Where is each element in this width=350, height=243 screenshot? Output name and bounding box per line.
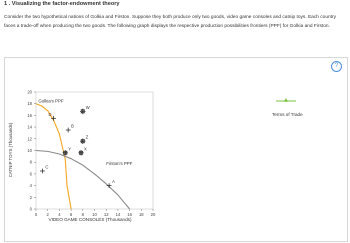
x-tick-label: 18 — [138, 212, 144, 217]
y-tick-label: 0 — [29, 206, 32, 212]
point-label: D — [48, 111, 52, 117]
point-label: C — [45, 164, 49, 170]
point-c[interactable] — [40, 164, 48, 173]
y-tick-label: 14 — [27, 124, 32, 130]
x-tick-label: 4 — [58, 212, 61, 217]
point-x[interactable] — [78, 146, 87, 155]
x-tick-label: 8 — [81, 212, 84, 217]
x-axis-label: VIDEO GAME CONSOLES (Thousands) — [48, 217, 132, 222]
series-annotation: Golkia's PPF — [38, 98, 64, 104]
ppf-line-firston — [36, 151, 130, 210]
point-label: A — [112, 179, 115, 185]
y-tick-label: 12 — [27, 136, 32, 142]
x-tick-label: 20 — [150, 212, 156, 217]
point-d[interactable] — [49, 112, 56, 121]
point-label: Z — [85, 134, 89, 140]
x-tick-label: 14 — [115, 212, 121, 217]
point-label: B — [71, 123, 74, 129]
point-label: W — [85, 104, 90, 110]
point-b[interactable] — [66, 124, 74, 133]
point-y[interactable] — [62, 146, 71, 155]
y-tick-label: 2 — [29, 194, 32, 200]
point-label: Y — [68, 146, 72, 152]
y-tick-label: 8 — [29, 159, 32, 165]
y-tick-label: 10 — [27, 148, 32, 153]
x-tick-label: 2 — [46, 212, 49, 217]
y-tick-label: 18 — [27, 101, 32, 107]
x-tick-label: 12 — [103, 212, 109, 217]
grid-and-axes — [27, 90, 156, 218]
series-annotation: Firston's PPF — [106, 161, 133, 167]
terms-of-trade-label: Terms of Trade — [272, 112, 303, 117]
point-w[interactable] — [80, 105, 90, 114]
y-tick-label: 20 — [27, 89, 32, 95]
intro-text: Consider the two hypothetical nations of Golkia and Firston. Suppose they both produce only two goods, video game consoles and catnip toys. Each country faces a trade-off when producing the two goods. The following graph displays the respective production possibilities frontiers (PPF) for Golkia and Firston. — [4, 15, 336, 29]
terms-of-trade-tool[interactable] — [276, 98, 296, 102]
page-title: 1 . Visualizing the factor-endowment theory — [4, 1, 120, 7]
point-a[interactable] — [107, 179, 115, 188]
point-label: X — [84, 146, 87, 152]
point-z[interactable] — [80, 135, 89, 144]
plot-frame — [36, 92, 153, 209]
x-tick-label: 6 — [69, 212, 73, 217]
y-axis-label: CATNIP TOYS (Thousands) — [8, 122, 13, 178]
y-tick-label: 16 — [27, 112, 32, 118]
y-tick-label: 6 — [29, 171, 32, 177]
x-tick-label: 10 — [92, 212, 97, 217]
x-tick-label: 0 — [34, 212, 38, 217]
tot-handle-icon[interactable] — [284, 98, 289, 102]
y-tick-label: 4 — [29, 183, 32, 189]
x-tick-label: 16 — [127, 212, 132, 217]
help-icon[interactable]: ? — [331, 61, 342, 72]
